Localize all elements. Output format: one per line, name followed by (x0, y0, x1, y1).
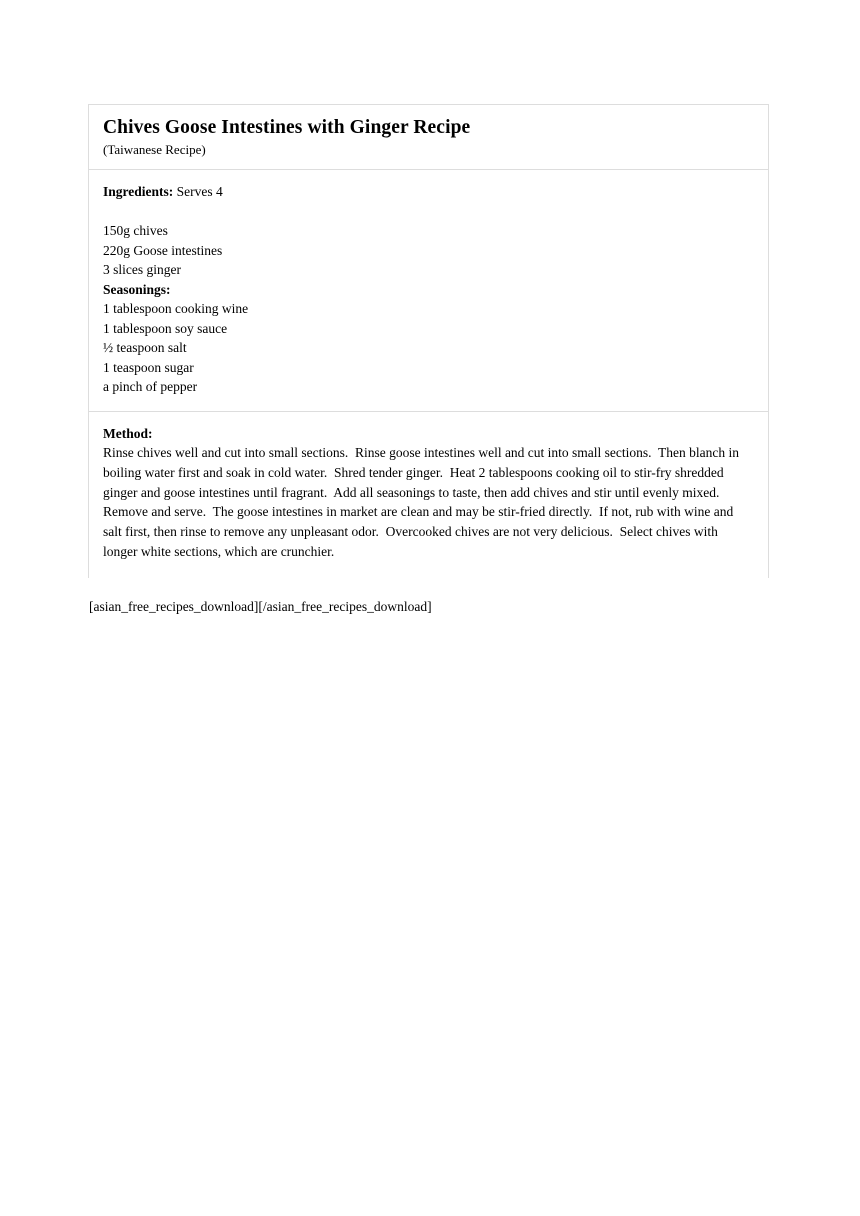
ingredients-heading (103, 182, 754, 202)
ingredients-label: Ingredients: (103, 184, 174, 199)
seasonings-label: Seasonings: (103, 281, 171, 297)
seasoning-item: 1 tablespoon soy sauce (103, 320, 228, 336)
method-section (89, 411, 768, 578)
ingredient-item: 3 slices ginger (103, 262, 181, 277)
recipe-header-section (89, 105, 768, 169)
seasoning-item: 1 tablespoon cooking wine (103, 301, 249, 316)
seasoning-item: a pinch of pepper (103, 379, 198, 394)
seasoning-item: 1 teaspoon sugar (103, 359, 194, 375)
method-heading: Method: (103, 425, 153, 441)
ingredients-section (89, 169, 768, 411)
ingredient-item: 150g chives (103, 223, 168, 238)
seasoning-item: ½ teaspoon salt (103, 340, 187, 355)
ingredient-item: 220g Goose intestines (103, 242, 223, 258)
download-shortcode-text: [asian_free_recipes_download][/asian_free_recipes_download] (89, 599, 432, 614)
recipe-subtitle: (Taiwanese Recipe) (103, 142, 206, 157)
recipe-card (88, 104, 769, 578)
ingredients-spacer (103, 202, 754, 222)
method-body-text: Rinse chives well and cut into small sections. Rinse goose intestines well and cut into small sections. Then blanch in boiling water first and soak in cold water. Shred tender ginger. Heat 2 tablespoons cooking oil to stir-fry shredded ginger and goose intestines until fragrant. Add all seasonings to taste, then add chives and stir until evenly mixed. Remove and serve. The goose intestines in market are clean and may be stir-fried directly. If not, rub with wine and salt first, then rinse to remove any unpleasant odor. Overcooked chives are not very delicious. Select chives with longer white sections, which are crunchier. (103, 445, 743, 559)
recipe-title: Chives Goose Intestines with Ginger Recipe (103, 117, 471, 138)
ingredients-serves: Serves 4 (173, 184, 223, 199)
